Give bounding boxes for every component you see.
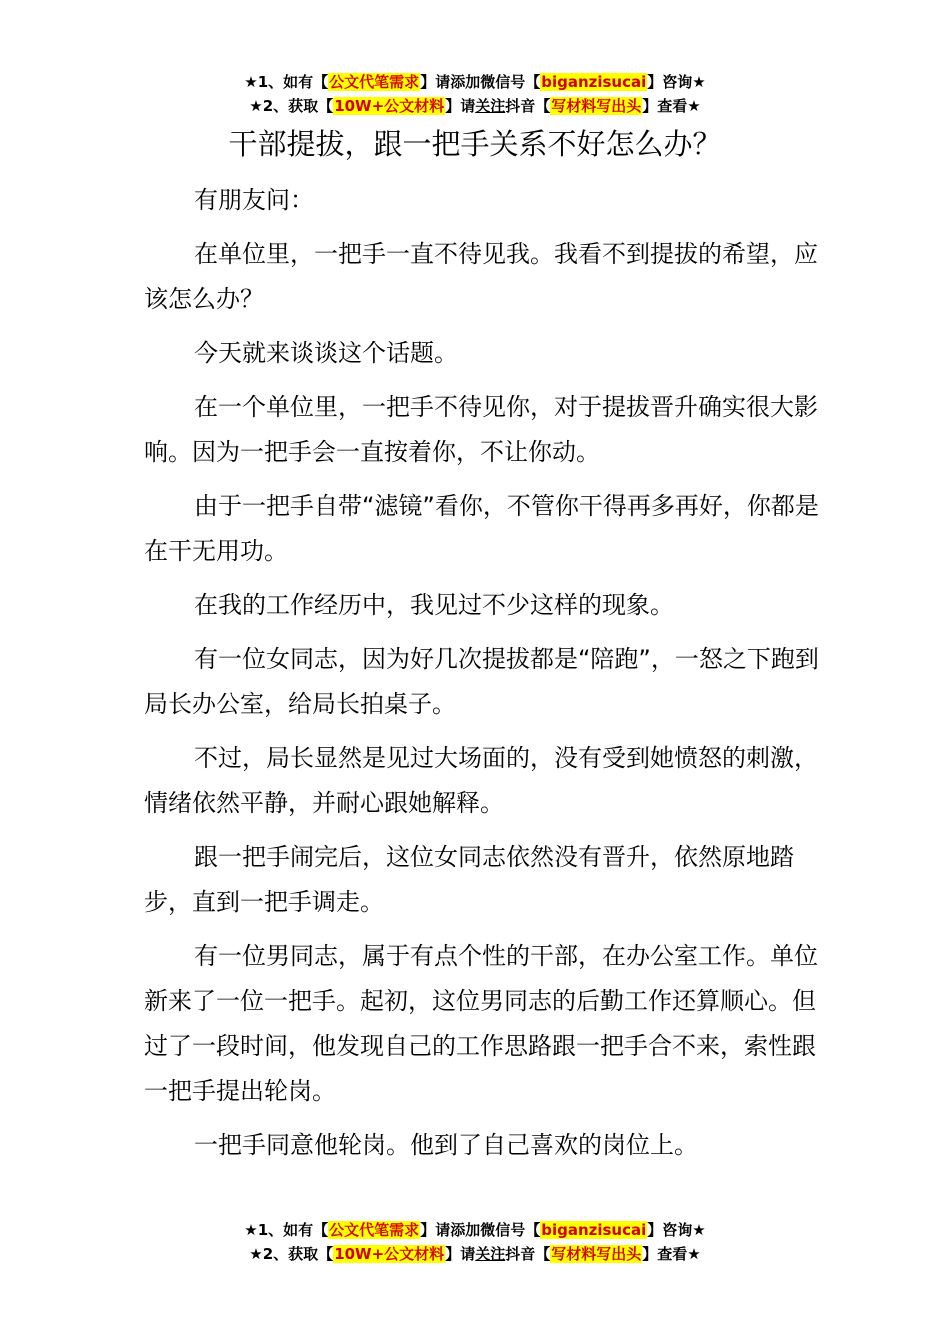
paragraph: 有一位女同志，因为好几次提拔都是“陪跑”，一怒之下跑到局长办公室，给局长拍桌子。 [144,645,819,718]
paragraph: 不过，局长显然是见过大场面的，没有受到她愤怒的刺激，情绪依然平静，并耐心跟她解释。 [144,744,818,817]
paragraph: 今天就来谈谈这个话题。 [194,339,458,367]
paragraph: 有一位男同志，属于有点个性的干部，在办公室工作。单位新来了一位一把手。起初，这位男同志的后勤工作还算顺心。但过了一段时间，他发现自己的工作思路跟一把手合不来，索性跟一把手提出轮岗。 [144,942,818,1105]
highlight-wechat-id: biganzisucai [541,1221,647,1239]
paragraph: 由于一把手自带“滤镜”看你，不管你干得再多再好，你都是在干无用功。 [144,492,819,565]
header-banner [0,70,950,118]
highlight-materials: 10W+公文材料 [334,1245,445,1263]
highlight-douyin: 写材料写出头 [551,97,642,115]
footer-banner [0,1218,950,1266]
paragraph: 有朋友问： [194,186,314,214]
paragraph: 一把手同意他轮岗。他到了自己喜欢的岗位上。 [194,1131,698,1159]
banner-line-2: ★2、获取【10W+公文材料】请关注抖音【写材料写出头】查看★ [249,1245,701,1263]
highlight-service: 公文代笔需求 [329,73,420,91]
paragraph: 在单位里，一把手一直不待见我。我看不到提拔的希望，应该怎么办？ [144,240,818,313]
banner-line-1: ★1、如有【公文代笔需求】请添加微信号【biganzisucai】咨询★ [244,73,706,91]
banner-line-2: ★2、获取【10W+公文材料】请关注抖音【写材料写出头】查看★ [249,97,701,115]
paragraph: 在我的工作经历中，我见过不少这样的现象。 [194,591,674,619]
paragraph: 跟一把手闹完后，这位女同志依然没有晋升，依然原地踏步，直到一把手调走。 [144,843,794,916]
highlight-service: 公文代笔需求 [329,1221,420,1239]
highlight-wechat-id: biganzisucai [541,73,647,91]
paragraph: 在一个单位里，一把手不待见你，对于提拔晋升确实很大影响。因为一把手会一直按着你，不让你动。 [144,393,818,466]
document-title: 干部提拔，跟一把手关系不好怎么办？ [228,127,722,161]
highlight-douyin: 写材料写出头 [551,1245,642,1263]
banner-line-1: ★1、如有【公文代笔需求】请添加微信号【biganzisucai】咨询★ [244,1221,706,1239]
document-body [144,178,834,1177]
underline-follow: 关注 [475,97,506,115]
underline-follow: 关注 [475,1245,506,1263]
highlight-materials: 10W+公文材料 [334,97,445,115]
